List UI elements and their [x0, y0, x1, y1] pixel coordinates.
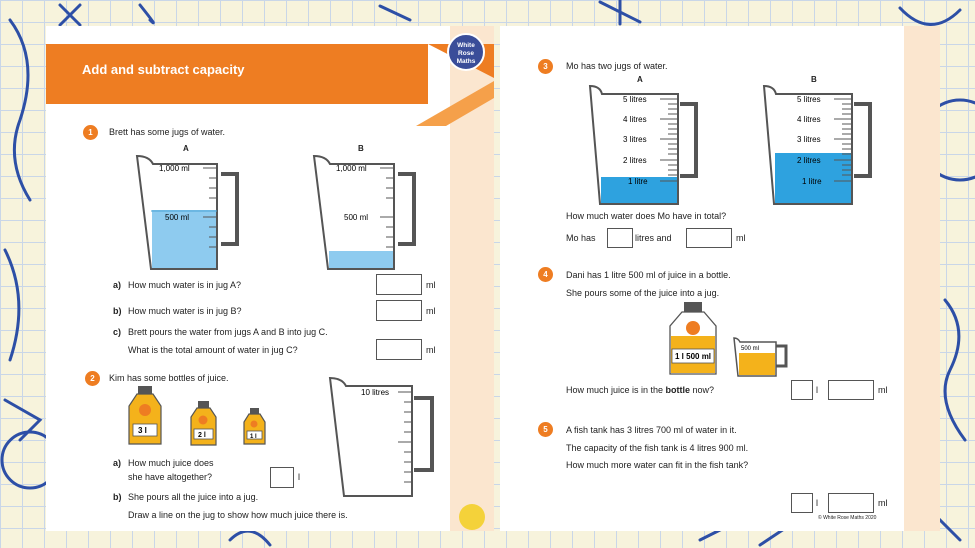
q1c-text: Brett pours the water from jugs A and B into jug C. [128, 327, 328, 337]
q3a-mark-4: 4 litres [623, 115, 647, 124]
juice-bottle-q4 [666, 302, 722, 376]
bottle-1l-label: 1 l [250, 434, 257, 440]
small-jug-mark: 500 ml [741, 346, 760, 352]
jug-a-top-mark: 1,000 ml [159, 164, 190, 173]
juice-bottle-2l [189, 401, 219, 447]
q2a-text: How much juice does [128, 458, 214, 468]
q1b-unit: ml [426, 306, 436, 316]
bottle-q4-label: 1 l 500 ml [675, 352, 712, 361]
q3b-mark-3: 3 litres [797, 135, 821, 144]
q3-jug-a-image [586, 84, 704, 206]
q5-unit-l: l [816, 498, 818, 508]
q1a-letter: a) [113, 280, 122, 290]
jug-b-image [308, 154, 423, 274]
q2a-text2: she have altogether? [128, 472, 213, 482]
jug-b-label: B [358, 144, 364, 153]
jug-b-mid-mark: 500 ml [344, 213, 369, 222]
q3b-mark-5: 5 litres [797, 95, 821, 104]
q3b-mark-4: 4 litres [797, 115, 821, 124]
q1b-letter: b) [113, 306, 122, 316]
q2b-text2: Draw a line on the jug to show how much juice there is. [128, 510, 348, 520]
worksheet-page-right [500, 26, 940, 531]
q1c-letter: c) [113, 327, 122, 337]
worksheet-page-left [46, 26, 494, 531]
q4-litres-box[interactable] [791, 380, 813, 400]
q1c-answer-box[interactable] [376, 339, 422, 360]
q3-litres-and: litres and [635, 233, 672, 243]
q1a-unit: ml [426, 280, 436, 290]
q3a-mark-2: 2 litres [623, 156, 647, 165]
q4-question: How much juice is in the bottle now? [566, 385, 715, 395]
juice-bottle-1l [243, 408, 267, 446]
q3b-mark-2: 2 litres [797, 156, 821, 165]
pencil-icon [459, 504, 485, 530]
q4-text2: She pours some of the juice into a jug. [566, 288, 720, 298]
question-number-5: 5 [538, 422, 553, 437]
q3a-mark-5: 5 litres [623, 95, 647, 104]
right-page-side-strip [904, 26, 940, 531]
page-title: Add and subtract capacity [82, 62, 245, 77]
small-jug-q4 [732, 336, 790, 378]
q5-text3: How much more water can fit in the fish tank? [566, 460, 749, 470]
bottle-2l-label: 2 l [198, 432, 206, 439]
q2a-unit: l [298, 472, 300, 482]
q1c-text2: What is the total amount of water in jug C? [128, 345, 298, 355]
q1a-text: How much water is in jug A? [128, 280, 242, 290]
q3a-mark-1: 1 litre [628, 177, 648, 186]
q3-litres-box[interactable] [607, 228, 633, 248]
q4-unit-ml: ml [878, 385, 888, 395]
q3a-mark-3: 3 litres [623, 135, 647, 144]
question-number-2: 2 [85, 371, 100, 386]
question-number-4: 4 [538, 267, 553, 282]
q3-ml-box[interactable] [686, 228, 732, 248]
question-number-1: 1 [83, 125, 98, 140]
q2b-letter: b) [113, 492, 122, 502]
jug-b-top-mark: 1,000 ml [336, 164, 367, 173]
copyright: © White Rose Maths 2020 [818, 515, 877, 521]
q5-text: A fish tank has 3 litres 700 ml of water in it. [566, 425, 737, 435]
q3-ml-unit: ml [736, 233, 746, 243]
jug-a-image [131, 154, 246, 274]
white-rose-maths-logo: White Rose Maths [447, 33, 485, 71]
q5-litres-box[interactable] [791, 493, 813, 513]
juice-bottle-3l [126, 386, 164, 446]
q2b-text: She pours all the juice into a jug. [128, 492, 259, 502]
jug-a-mid-mark: 500 ml [165, 213, 190, 222]
q5-ml-box[interactable] [828, 493, 874, 513]
q3-jug-b-image [760, 84, 878, 206]
ten-litre-jug [326, 376, 446, 498]
q1b-answer-box[interactable] [376, 300, 422, 321]
q1a-answer-box[interactable] [376, 274, 422, 295]
q3-mo-has: Mo has [566, 233, 596, 243]
q3-jug-a-label: A [637, 75, 643, 84]
q4-unit-l: l [816, 385, 818, 395]
q1c-unit: ml [426, 345, 436, 355]
q3-text: Mo has two jugs of water. [566, 61, 668, 71]
q2a-letter: a) [113, 458, 122, 468]
q1b-text: How much water is in jug B? [128, 306, 242, 316]
q2-text: Kim has some bottles of juice. [109, 373, 229, 383]
q5-text2: The capacity of the fish tank is 4 litres 900 ml. [566, 443, 749, 453]
q5-unit-ml: ml [878, 498, 888, 508]
q3-jug-b-label: B [811, 75, 817, 84]
q3-question: How much water does Mo have in total? [566, 211, 727, 221]
q4-ml-box[interactable] [828, 380, 874, 400]
q1-text: Brett has some jugs of water. [109, 127, 226, 137]
q3b-mark-1: 1 litre [802, 177, 822, 186]
q4-text: Dani has 1 litre 500 ml of juice in a bottle. [566, 270, 731, 280]
bottle-3l-label: 3 l [138, 426, 147, 435]
question-number-3: 3 [538, 59, 553, 74]
jug-a-label: A [183, 144, 189, 153]
ten-litre-mark: 10 litres [361, 388, 390, 397]
q2a-answer-box[interactable] [270, 467, 294, 488]
